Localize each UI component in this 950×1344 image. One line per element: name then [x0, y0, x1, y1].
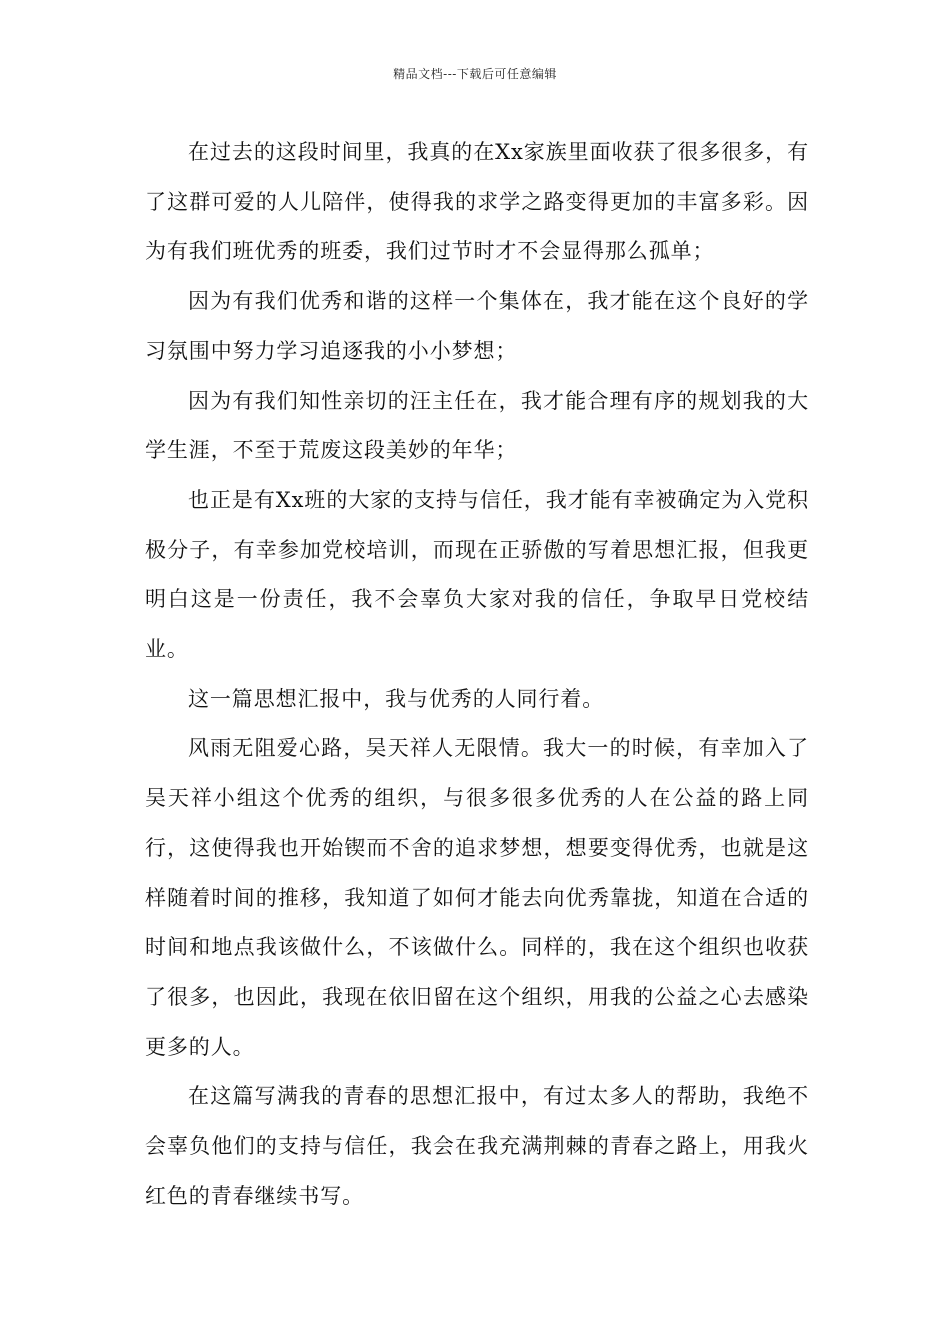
paragraph: 在过去的这段时间里，我真的在Xx家族里面收获了很多很多，有了这群可爱的人儿陪伴，使得我的求学之路变得更加的丰富多彩。因为有我们班优秀的班委，我们过节时才不会显得那么孤单；	[145, 140, 809, 264]
paragraph: 这一篇思想汇报中，我与优秀的人同行着。	[188, 686, 605, 711]
paragraph: 风雨无阻爱心路，吴天祥人无限情。我大一的时候，有幸加入了吴天祥小组这个优秀的组织，与很多很多优秀的人在公益的路上同行，这使得我也开始锲而不舍的追求梦想，想要变得优秀，也就是这样随着时间的推移，我知道了如何才能去向优秀靠拢，知道在合适的时间和地点我该做什么，不该做什么。同样的，我在这个组织也收获了很多，也因此，我现在依旧留在这个组织，用我的公益之心去感染更多的人。	[145, 736, 809, 1059]
paragraph: 因为有我们优秀和谐的这样一个集体在，我才能在这个良好的学习氛围中努力学习追逐我的小小梦想；	[145, 289, 809, 363]
paragraph: 因为有我们知性亲切的汪主任在，我才能合理有序的规划我的大学生涯，不至于荒废这段美妙的年华；	[145, 388, 809, 463]
paragraph: 在这篇写满我的青春的思想汇报中，有过太多人的帮助，我绝不会辜负他们的支持与信任，我会在我充满荆棘的青春之路上，用我火红色的青春继续书写。	[145, 1084, 809, 1208]
paragraph: 也正是有Xx班的大家的支持与信任，我才能有幸被确定为入党积极分子，有幸参加党校培训，而现在正骄傲的写着思想汇报，但我更明白这是一份责任，我不会辜负大家对我的信任，争取早日党校结业。	[145, 487, 809, 662]
page-header: 精品文档---下载后可任意编辑	[393, 67, 557, 81]
document-body	[145, 128, 809, 1221]
